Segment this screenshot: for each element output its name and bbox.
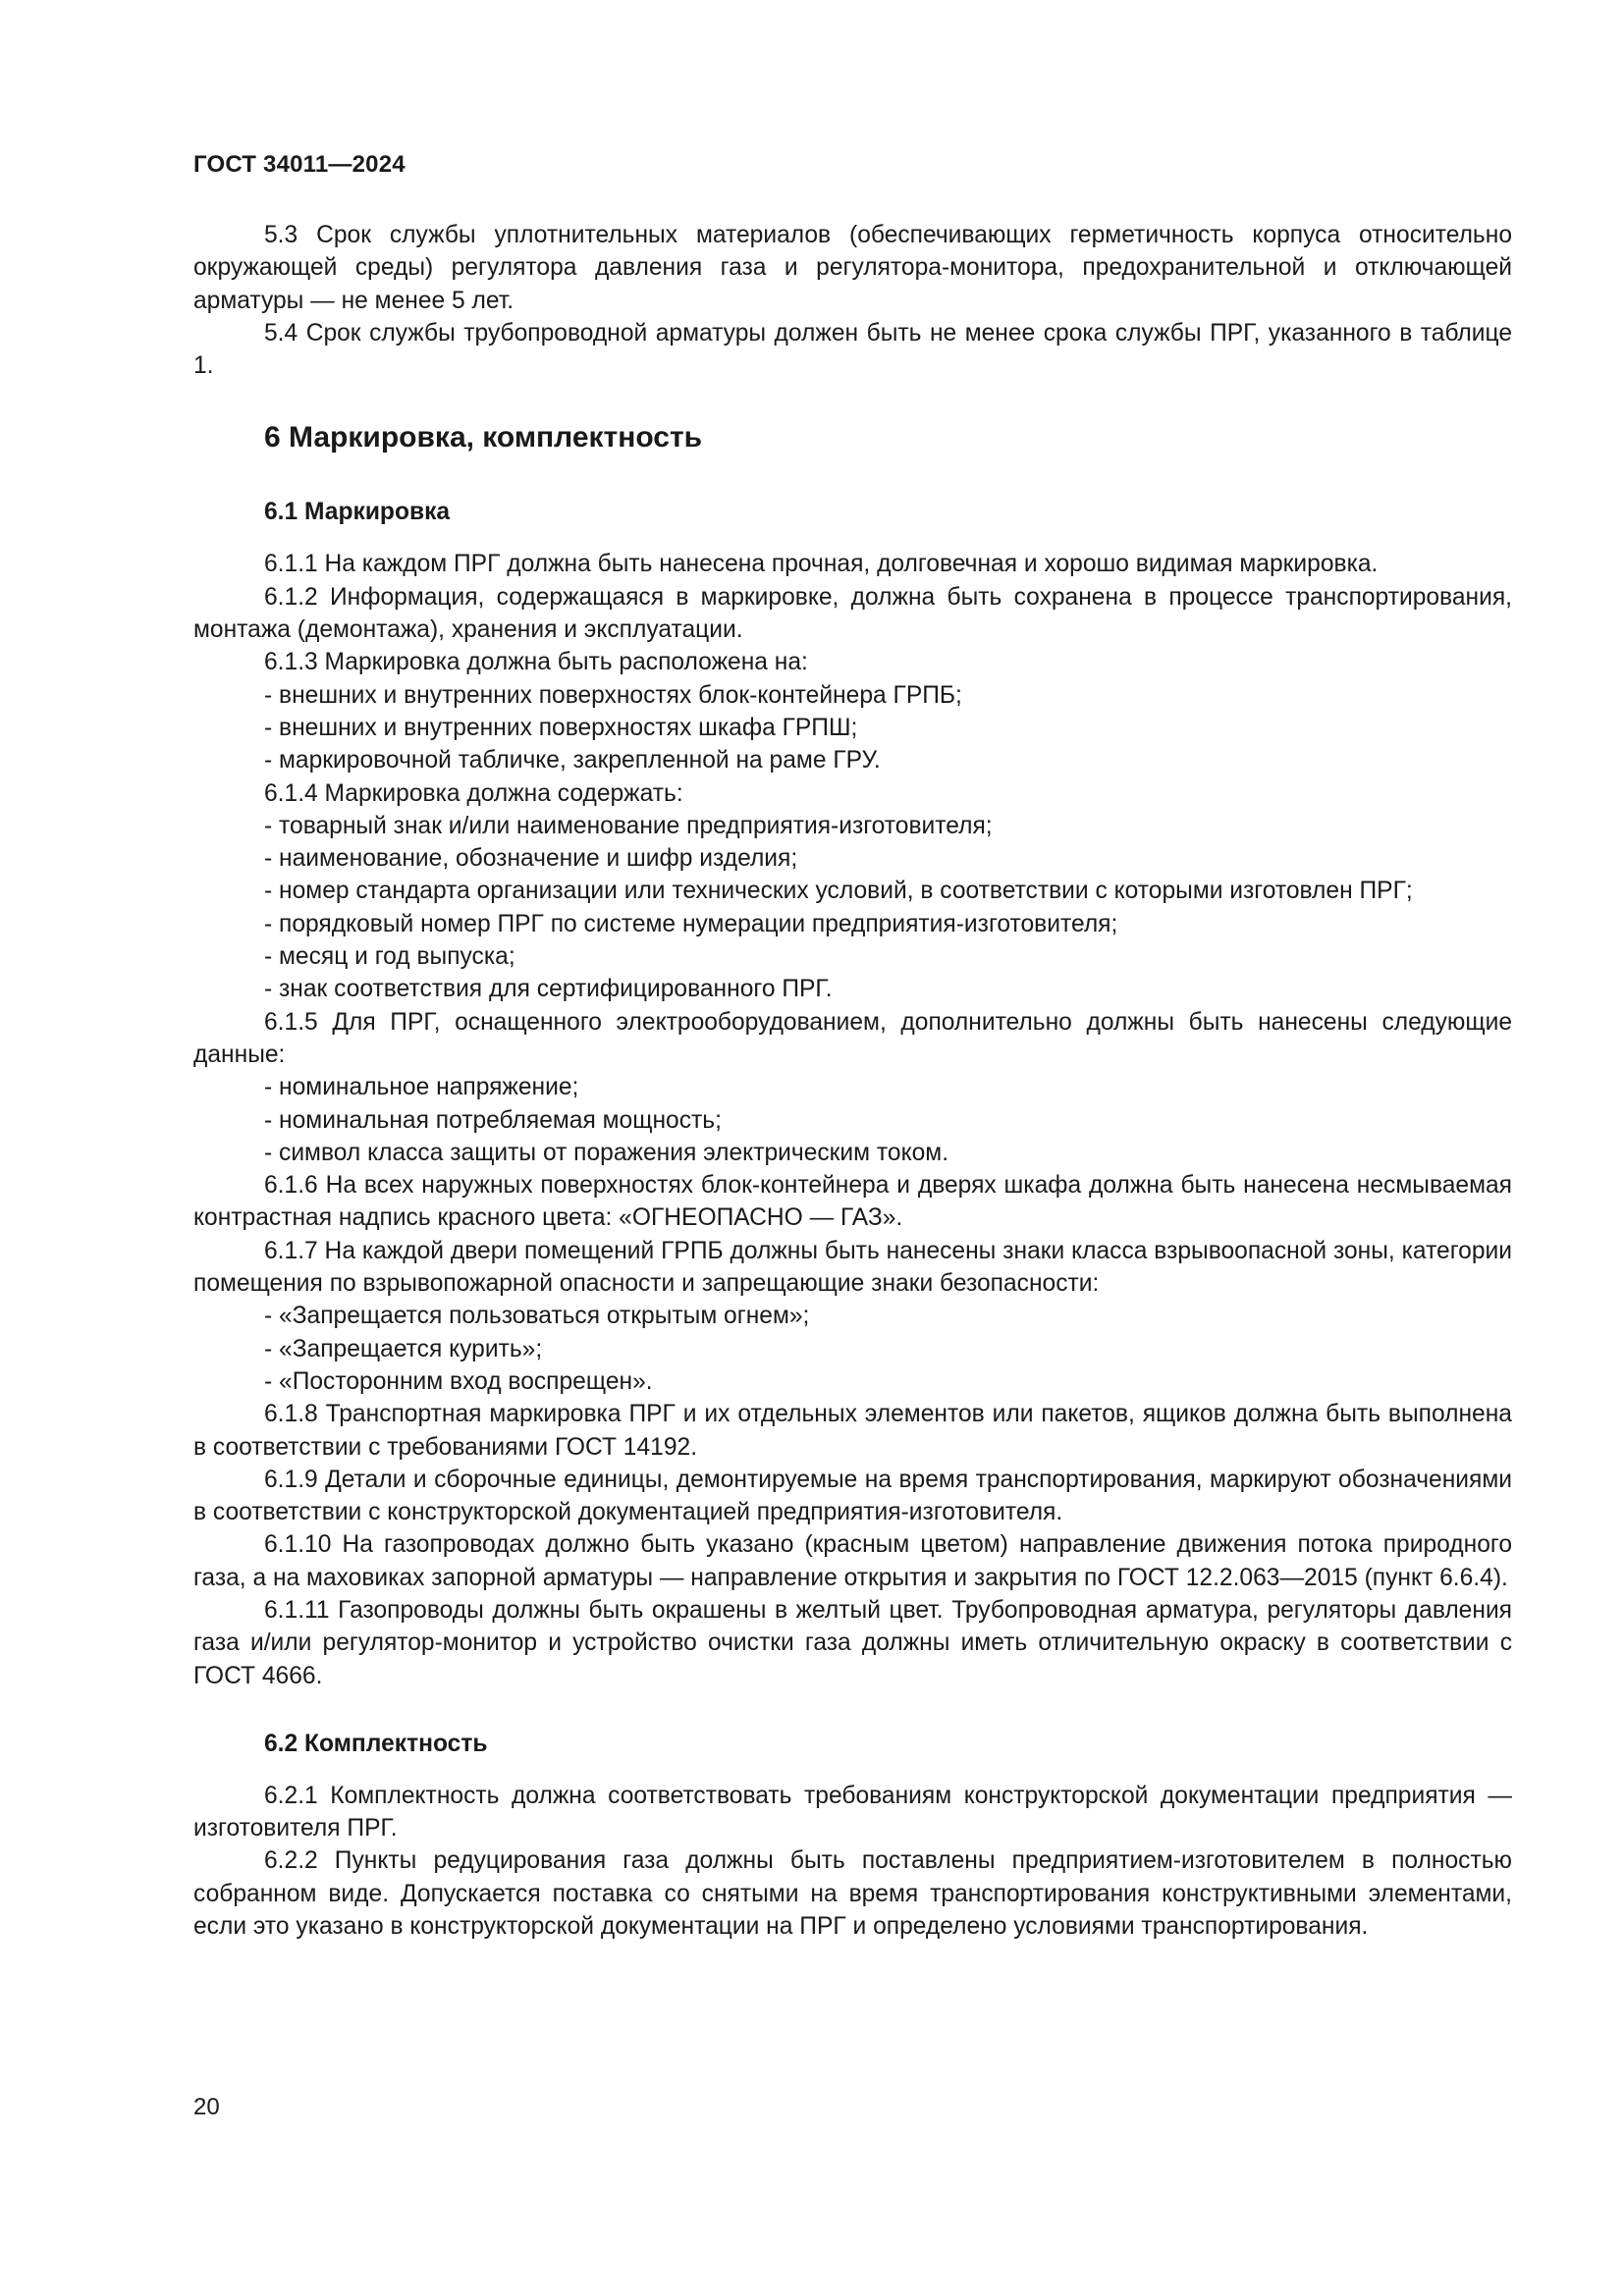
paragraph-6-2-2: 6.2.2 Пункты редуцирования газа должны быть поставлены предприятием-изготовителем в полностью собранном виде. Допускается поставка со снятыми на время транспортирования конструктивными элементами, если это указано в конструкторской документации на ПРГ и определено условиями транспортирования. [193, 1847, 1512, 1941]
list-item: - маркировочной табличке, закрепленной на раме ГРУ. [264, 747, 881, 774]
paragraph-6-1-9: 6.1.9 Детали и сборочные единицы, демонтируемые на время транспортирования, маркируют обозначениями в соответствии с конструкторской документацией предприятия-изготовителя. [193, 1466, 1512, 1526]
list-item: - внешних и внутренних поверхностях шкафа ГРПШ; [264, 714, 858, 741]
paragraph-6-1-6: 6.1.6 На всех наружных поверхностях блок-контейнера и дверях шкафа должна быть нанесена несмываемая контрастная надпись красного цвета: «ОГНЕОПАСНО — ГАЗ». [193, 1172, 1512, 1232]
list-item: - «Запрещается курить»; [264, 1335, 543, 1362]
subsection-6-2-title: 6.2 Комплектность [264, 1730, 488, 1757]
list-item: - номинальная потребляемая мощность; [264, 1106, 722, 1134]
paragraph-6-2-1: 6.2.1 Комплектность должна соответствовать требованиям конструкторской документации предприятия — изготовителя ПРГ. [193, 1782, 1512, 1842]
list-item: - товарный знак и/или наименование предприятия-изготовителя; [264, 812, 993, 839]
paragraph-6-1-5: 6.1.5 Для ПРГ, оснащенного электрооборудованием, дополнительно должны быть нанесены следующие данные: [193, 1008, 1512, 1068]
paragraph-6-1-11: 6.1.11 Газопроводы должны быть окрашены в желтый цвет. Трубопроводная арматура, регуляторы давления газа и/или регулятор-монитор и устройство очистки газа должны иметь отличительную окраску в соответствии с ГОСТ 4666. [193, 1596, 1512, 1689]
document-body [193, 219, 1512, 1943]
paragraph-6-1-1: 6.1.1 На каждом ПРГ должна быть нанесена прочная, долговечная и хорошо видимая маркировка. [264, 551, 1379, 578]
subsection-6-1-title: 6.1 Маркировка [264, 499, 451, 526]
list-item: - месяц и год выпуска; [264, 943, 515, 971]
section-6-title: 6 Маркировка, комплектность [264, 421, 703, 454]
paragraph-6-1-3: 6.1.3 Маркировка должна быть расположена на: [264, 649, 808, 676]
paragraph-6-1-7: 6.1.7 На каждой двери помещений ГРПБ должны быть нанесены знаки класса взрывоопасной зоны, категории помещения по взрывопожарной опасности и запрещающие знаки безопасности: [193, 1237, 1512, 1298]
list-item: - символ класса защиты от поражения электрическим током. [264, 1139, 949, 1166]
list-item: - внешних и внутренних поверхностях блок-контейнера ГРПБ; [264, 681, 962, 709]
page-number: 20 [193, 2094, 220, 2120]
list-item: - наименование, обозначение и шифр изделия; [264, 845, 798, 873]
list-item: - «Посторонним вход воспрещен». [264, 1367, 653, 1395]
document-header: ГОСТ 34011—2024 [193, 151, 406, 178]
list-item: - номер стандарта организации или технических условий, в соответствии с которыми изготовлен ПРГ; [264, 878, 1413, 905]
paragraph-6-1-8: 6.1.8 Транспортная маркировка ПРГ и их отдельных элементов или пакетов, ящиков должна быть выполнена в соответствии с требованиями ГОСТ 14192. [193, 1401, 1512, 1461]
paragraph-6-1-4: 6.1.4 Маркировка должна содержать: [264, 779, 683, 807]
list-item: - «Запрещается пользоваться открытым огнем»; [264, 1303, 810, 1330]
list-item: - порядковый номер ПРГ по системе нумерации предприятия-изготовителя; [264, 910, 1118, 937]
paragraph-6-1-10: 6.1.10 На газопроводах должно быть указано (красным цветом) направление движения потока природного газа, а на маховиках запорной арматуры — направление открытия и закрытия по ГОСТ 12.2.063—2015 (пункт 6.6.4). [193, 1531, 1512, 1591]
paragraph-6-1-2: 6.1.2 Информация, содержащаяся в маркировке, должна быть сохранена в процессе транспортирования, монтажа (демонтажа), хранения и эксплуатации. [193, 583, 1512, 644]
paragraph-5-3: 5.3 Срок службы уплотнительных материалов (обеспечивающих герметичность корпуса относительно окружающей среды) регулятора давления газа и регулятора-монитора, предохранительной и отключающей арматуры — не менее 5 лет. [193, 222, 1512, 314]
list-item: - знак соответствия для сертифицированного ПРГ. [264, 976, 833, 1003]
paragraph-5-4: 5.4 Срок службы трубопроводной арматуры должен быть не менее срока службы ПРГ, указанного в таблице 1. [193, 319, 1512, 380]
list-item: - номинальное напряжение; [264, 1074, 579, 1101]
